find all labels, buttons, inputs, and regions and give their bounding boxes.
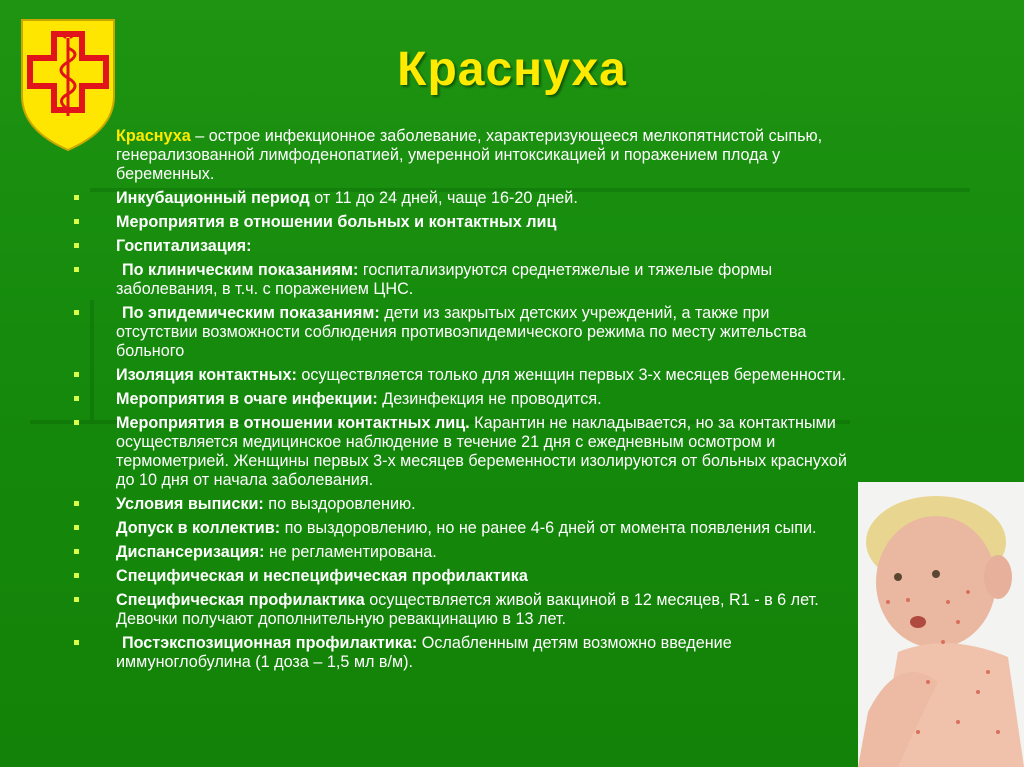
item-text: Дезинфекция не проводится. — [377, 390, 602, 408]
bullet-icon — [74, 420, 79, 425]
item-heading: По клиническим показаниям: — [122, 261, 359, 279]
list-item — [74, 237, 854, 256]
item-text: Ослабленным детям возможно введение иммуноглобулина (1 доза – 1,5 мл в/м). — [116, 634, 732, 671]
list-item — [74, 304, 854, 361]
list-item — [74, 127, 854, 184]
item-text: от 11 до 24 дней, чаще 16-20 дней. — [309, 189, 578, 207]
list-item — [74, 366, 854, 385]
list-item — [74, 567, 854, 586]
item-text: по выздоровлению, но не ранее 4-6 дней от момента появления сыпи. — [280, 519, 817, 537]
bullet-icon — [74, 573, 79, 578]
item-heading: Условия выписки: — [116, 495, 264, 513]
item-heading: Диспансеризация: — [116, 543, 265, 561]
list-item — [74, 495, 854, 514]
item-heading: Мероприятия в отношении контактных лиц. — [116, 414, 470, 432]
item-text: осуществляется живой вакциной в 12 месяцев, R1 - в 6 лет. Девочки получают дополнительную ревакцинацию в 13 лет. — [116, 591, 819, 628]
item-heading: Специфическая и неспецифическая профилактика — [116, 567, 528, 585]
list-item — [74, 390, 854, 409]
item-text: дети из закрытых детских учреждений, а также при отсутствии возможности соблюдения противоэпидемического режима по месту жительства больного — [116, 304, 807, 360]
item-heading: Мероприятия в отношении больных и контактных лиц — [116, 213, 557, 231]
item-heading: Постэкспозиционная профилактика: — [122, 634, 418, 652]
bullet-icon — [74, 640, 79, 645]
bullet-icon — [74, 525, 79, 530]
bullet-icon — [74, 549, 79, 554]
item-heading: Допуск в коллектив: — [116, 519, 281, 537]
list-item — [74, 591, 854, 629]
item-text: – острое инфекционное заболевание, характеризующееся мелкопятнистой сыпью, генерализованной лимфоденопатией, умеренной интоксикацией и поражением плода у беременных. — [116, 127, 823, 183]
bullet-icon — [74, 597, 79, 602]
bullet-icon — [74, 372, 79, 377]
bullet-icon — [74, 396, 79, 401]
item-text: госпитализируются среднетяжелые и тяжелые формы заболевания, в т.ч. с поражением ЦНС. — [116, 261, 773, 298]
child-with-rash-photo — [858, 482, 1024, 767]
list-item — [74, 189, 854, 208]
item-text: по выздоровлению. — [263, 495, 416, 513]
bullet-icon — [74, 310, 79, 315]
item-heading: Госпитализация: — [116, 237, 252, 255]
bullet-icon — [74, 219, 79, 224]
bullet-icon — [74, 195, 79, 200]
slide-title: Краснуха — [397, 43, 627, 96]
item-heading: Мероприятия в очаге инфекции: — [116, 390, 378, 408]
item-text: Карантин не накладывается, но за контактными осуществляется медицинское наблюдение в течение 21 дня с ежедневным осмотром и термометрией. Женщины первых 3-х месяцев беременности изолируются от больных краснухой до 10 дня от начала заболевания. — [116, 414, 847, 489]
item-heading: Инкубационный период — [116, 189, 310, 207]
bullet-icon — [74, 267, 79, 272]
list-item — [74, 261, 854, 299]
list-item — [74, 634, 854, 672]
slide-content — [74, 127, 854, 677]
list-item — [74, 543, 854, 562]
list-item — [74, 414, 854, 490]
item-text: осуществляется только для женщин первых 3-х месяцев беременности. — [296, 366, 846, 384]
list-item — [74, 519, 854, 538]
item-text: не регламентирована. — [264, 543, 437, 561]
list-item — [74, 213, 854, 232]
bullet-icon — [74, 501, 79, 506]
bullet-icon — [74, 243, 79, 248]
item-heading: Изоляция контактных: — [116, 366, 297, 384]
item-heading: Специфическая профилактика — [116, 591, 365, 609]
item-heading: Краснуха — [116, 127, 191, 145]
item-heading: По эпидемическим показаниям: — [122, 304, 380, 322]
